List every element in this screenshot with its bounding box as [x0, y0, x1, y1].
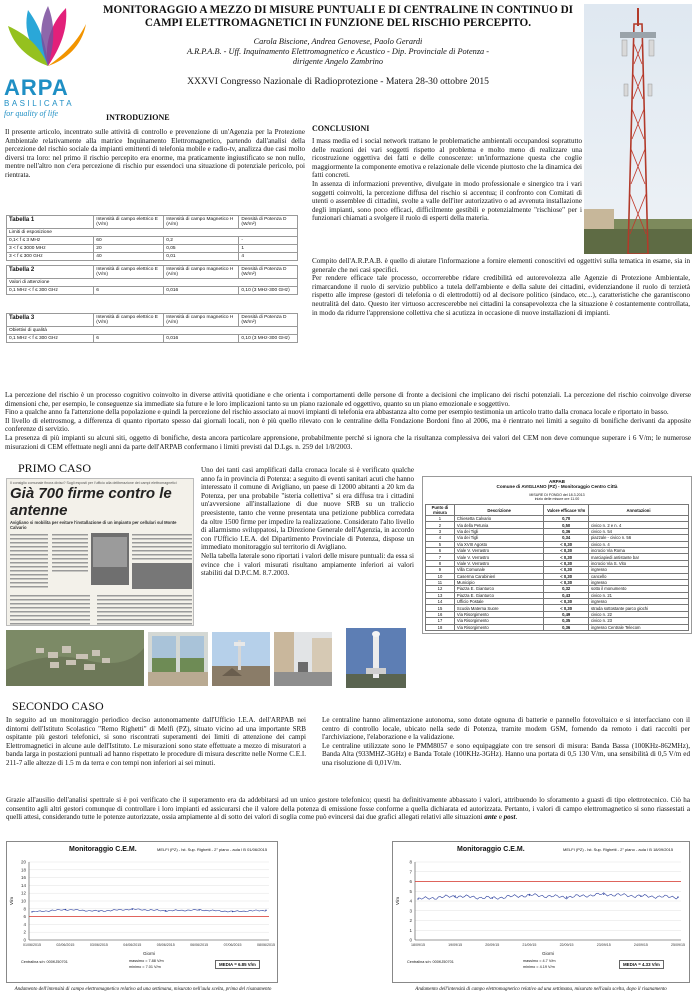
- y-tick-label: 18: [20, 867, 26, 873]
- station-sensor-photo: [346, 628, 406, 688]
- chart-ante-footer-media: MEDIA = 6.85 V/m: [215, 960, 260, 969]
- affiliation-line1: A.R.P.A.B. - Uff. Inquinamento Elettromagnetico e Acustico - Dip. Provinciale di Potenza -: [186, 47, 490, 56]
- table-row: 3 < f ≤ 300 GHz 40 0,01 4: [7, 253, 298, 261]
- town-aerial-photo: [6, 630, 144, 686]
- y-tick-label: 1: [409, 927, 412, 933]
- chart-post: [392, 841, 690, 983]
- logo-tagline: for quality of life: [4, 109, 58, 118]
- table-row: 14 Ufficio Postale < 0,30 ingresso: [426, 599, 689, 605]
- table-row: 9 Villa Comunale < 0,30 ingresso: [426, 567, 689, 573]
- data-point: [65, 909, 66, 910]
- table-row: 5 Via XVIII Agosto < 0,30 civico n. 4: [426, 541, 689, 547]
- table-row: 15 Scuola Materna Suore < 0,30 strada sottostante parco giochi: [426, 605, 689, 611]
- primo-caso-text: Uno dei tanti casi amplificati dalla cronaca locale si è verificato qualche anno fa in provincia di Potenza: a seguito di eventi sanitari acuti che hanno interessato il comune di Avigliano, un paese di 12000 abitanti a 20 km da Potenza, per una probabile "isteria collettiva" si era diffusa tra i cittadini un'avversione all'installazione di due nuove SRB su un traliccio preesistente, tanto che venne presentata una petizione pubblica corredata da oltre 1500 firme per impedire la realizzazione. Considerato l'alto livello di allarmismo sviluppatosi, la Direzione Generale dell'Agenzia, in accordo con l'Ufficio I.E.A. del Dipartimento Provinciale di Potenza, dispose un immediato monitoraggio sul territorio di Avigliano.: [201, 466, 414, 552]
- data-point: [98, 910, 99, 911]
- table2-title: Tabella 2: [7, 266, 94, 279]
- newspaper-clipping: [6, 478, 194, 626]
- data-point: [265, 910, 266, 911]
- table-row: 3 Via dei Tigli 0,36 civico n. 54: [426, 528, 689, 534]
- chart-ante-footer-max: massimo = 7.88 V/m: [129, 959, 164, 963]
- y-tick-label: 14: [20, 882, 26, 888]
- conclusions-p3: Compito dell'A.R.P.A.B. è quello di aiutare l'informazione a fornire elementi conoscitivi ed oggettivi sulla tematica in esame, sia in generale che nei casi specifici.: [312, 257, 690, 274]
- table-row: 8 Viale V. Verrastro < 0,30 incrocio Via S. Vito: [426, 560, 689, 566]
- intro-text: Il presente articolo, incentrato sulle attività di controllo e prevenzione di un'Agenzia per la Protezione Ambientale relativamente alla matrice Inquinamento Elettromagnetico, partendo dall'analisi della percezione del rischio sociale da impianti emittenti di telefonia mobile e radio-tv, analizza due casi molto diversi tra loro: nel primo il rischio percepito era enorme, ma praticamente ingiustificato se non nullo, mentre nell'altro non c'era percezione di rischio pur essendoci una situazione di potenziale pericolo, poi rientrata.: [5, 128, 305, 179]
- y-tick-label: 16: [20, 875, 26, 881]
- table-row: 4 Via dei Tigli 0,34 piazzale - civico n. 56: [426, 535, 689, 541]
- data-point: [492, 897, 493, 898]
- chart-post-footer-left: Centralina s/n: 000KJ50701: [407, 960, 454, 964]
- newspaper-kicker: Il consiglio comunale finora diviso? Sugli esposti per l'ufficio alla deliberazione dei campi elettromagnetici: [10, 481, 177, 485]
- x-tick-label: 19/09/15: [448, 943, 463, 947]
- x-tick-label: 22/09/15: [559, 943, 574, 947]
- x-tick-label: 06/06/2015: [190, 943, 209, 947]
- data-point: [677, 896, 678, 897]
- data-point: [198, 909, 199, 910]
- data-point: [640, 895, 641, 896]
- risk-perception-p1: La percezione del rischio è un processo cognitivo coinvolto in diverse attività quotidiane e che orienta i comportamenti delle persone di fronte a decisioni che implicano dei rischi potenziali. La percezione del rischio coinvolge diverse dimensioni che, per esempio, le conseguenze sia immediate sia future e le loro implicazioni tanto su un piano razionale ed oggettivo, quanto su un piano emozionale e soggettivo.: [5, 391, 691, 408]
- y-tick-label: 2: [409, 918, 412, 923]
- data-point: [566, 896, 567, 897]
- primo-caso-heading: PRIMO CASO: [18, 461, 92, 475]
- x-tick-label: 21/09/15: [522, 943, 537, 947]
- chart-ante-footer-min: minimo = 7.01 V/m: [129, 965, 161, 969]
- table-row: 7 Viale V. Verrastro < 0,30 marciapiedi antistante bar: [426, 554, 689, 560]
- x-tick-label: 01/06/2015: [23, 943, 41, 947]
- antenna-rooftop-photo: [212, 632, 270, 686]
- poster-title-line1: MONITORAGGIO A MEZZO DI MISURE PUNTUALI E DI CENTRALINE IN CONTINUO DI: [102, 4, 574, 16]
- poster-title-line2: CAMPI ELETTROMAGNETICI IN FUNZIONE DEL RISCHIO PERCEPITO.: [144, 16, 532, 29]
- limits-table-2: Tabella 2 Intensità di campo elettrico E (V/m) Intensità di campo magnetico H (A/m) Densità di Potenza D (W/m²) Valori di attenzione 0,1 MHz < f ≤ 300 GHz 6 0,016 0,10 (3 MHz-300 GHz): [6, 265, 298, 295]
- conclusions-heading: CONCLUSIONI: [312, 124, 370, 133]
- x-tick-label: 07/06/2015: [223, 943, 242, 947]
- risk-perception-p3: Il livello di elettrosmog, a differenza di quanto riportato spesso dai giornali locali, non è più quello rilevato con le centraline della Fondazione Bordoni fino al 2006, ma è rientrato nei limiti a seguito di bonifiche derivanti da apposite conferenze di servizio.: [5, 416, 691, 434]
- risk-perception-p2: Fino a qualche anno fa l'attenzione della popolazione e quindi la percezione del rischio associato ai nuovi impianti di telefonia era abbastanza alto come per esempio testimonia un articolo tratto dalla cronaca locale e riportato in basso.: [5, 408, 669, 417]
- chart-ante: [6, 841, 278, 983]
- data-point: [232, 911, 233, 912]
- data-point: [529, 894, 530, 895]
- data-point: [417, 898, 418, 899]
- y-tick-label: 4: [23, 921, 26, 927]
- y-tick-label: 10: [20, 898, 26, 904]
- y-tick-label: 2: [23, 929, 26, 935]
- x-tick-label: 20/09/15: [485, 943, 500, 947]
- y-tick-label: 8: [409, 859, 412, 865]
- table-row: 10 Caserma Carabinieri < 0,30 cancello: [426, 573, 689, 579]
- secondo-caso-heading: SECONDO CASO: [12, 699, 104, 713]
- data-point: [454, 895, 455, 896]
- table1-title: Tabella 1: [7, 216, 94, 229]
- y-tick-label: 7: [409, 869, 412, 875]
- arpa-logo: [4, 4, 92, 122]
- chart-ante-footer-left: Centralina s/n: 000KJ50701: [21, 960, 68, 964]
- table-row: 0,1 MHz < f ≤ 300 GHz 6 0,016 0,10 (3 MHz-300 GHz): [7, 335, 298, 343]
- logo-region: BASILICATA: [4, 99, 75, 108]
- series-line: [32, 909, 266, 912]
- measure-place: Comune di AVIGLIANO (PZ) - Monitoraggio Centro Città: [496, 484, 618, 489]
- table-row: 0,1 MHz < f ≤ 300 GHz 6 0,016 0,10 (3 MHz-300 GHz): [7, 287, 298, 295]
- table-row: 17 Via Risorgimento 0,35 civico n. 23: [426, 618, 689, 624]
- x-tick-label: 18/09/15: [411, 943, 425, 947]
- chart-post-caption: Andamento dell'intensità di campo elettromagnetico relativo ad una settimana, misurato nell'aula scelta, dopo il risanamento: [415, 987, 667, 992]
- table-row: 11 Municipio < 0,30 ingresso: [426, 579, 689, 585]
- secondo-caso-right2: Le centraline utilizzate sono le PMM8057 e sono equipaggiate con tre sensori di misura: Banda Bassa (100KHz-862MHz), Banda Alta (933MHZ-3GHz) e Banda Totale (100KHz-3GHz). Hanno una portata di 0,5 130 V/m, una sensibilità di 0,5 V/m ed una risoluzione di 0,01V/m.: [322, 741, 690, 767]
- conclusions-p4: Per rendere efficace tale processo, occorrerebbe ridare credibilità ed autorevolezza alle Agenzie di Protezione Ambientale, rimarcandone il ruolo di servizio pubblico a tutela dell'ambiente e della salute dei cittadini, evidenziandone il ruolo di terzietà rispetto alle imprese (gestori di telefonia o di elettrodotti) od al decisore politico (sindaco, etc...), caratteristiche che garantiscono neutralità del dato. Questo iter virtuoso accrescerebbe nei cittadini la consapevolezza che la situazione è costantemente controllata, in modo da ridurre l'apprensione collettiva che si acutizza in occasione di nuove installazioni di impianti.: [312, 274, 690, 317]
- limits-table-3: Tabella 3 Intensità di campo elettrico E (V/m) Intensità di campo magnetico H (A/m) Densità di Potenza D (W/m²) Obiettivi di qualità 0,1 MHz < f ≤ 300 GHz 6 0,016 0,10 (3 MHz-300 GHz): [6, 313, 298, 343]
- x-tick-label: 03/06/2015: [89, 943, 108, 947]
- window-view-photo: [148, 632, 208, 686]
- table3-title: Tabella 3: [7, 314, 94, 327]
- table-row: 18 Via Risorgimento 0,36 ingresso Centrale Telecom: [426, 624, 689, 630]
- table-row: 13 Piazza E. Gianturco 0,43 civico n. 21: [426, 592, 689, 598]
- y-tick-label: 0: [23, 937, 26, 943]
- y-tick-label: 12: [20, 890, 26, 896]
- y-tick-label: 0: [409, 937, 412, 943]
- chart-post-plot: [393, 856, 689, 958]
- x-axis-label: Giorni: [541, 951, 555, 956]
- x-tick-label: 24/09/15: [633, 943, 648, 947]
- conference: XXXVI Congresso Nazionale di Radioprotezione - Matera 28-30 ottobre 2015: [187, 76, 489, 87]
- newspaper-headline: Già 700 firme contro le antenne: [10, 485, 172, 519]
- risk-perception-p4: La presenza di più impianti su alcuni siti, oggetto di bonifiche, desta ancora particolare apprensione, probabilmente perché si ignora che la risultanza complessiva dei valori del CEM non deve comunque superare i 6 V/m; le numerose misurazioni di CEM effettuate negli anni da parte dell'ARPAB confermano i limiti previsti dal D.Lgs. n. 259 del 1/8/2003.: [5, 433, 691, 451]
- data-point: [165, 910, 166, 911]
- affiliation-line2: dirigente Angelo Zambrino: [292, 57, 384, 66]
- table-row: 2 Via della Petunia 0,50 civico n. 2 e n. 4: [426, 522, 689, 528]
- intro-heading: INTRODUZIONE: [106, 113, 170, 122]
- chart-ante-title: Monitoraggio C.E.M.: [69, 846, 137, 853]
- y-tick-label: 6: [23, 914, 26, 920]
- x-tick-label: 02/06/2015: [56, 943, 75, 947]
- chart-post-footer-max: massimo = 4.7 V/m: [523, 959, 556, 963]
- chart-post-footer-min: minimo = 4.19 V/m: [523, 965, 555, 969]
- logo-name: ARPA: [4, 75, 69, 100]
- newspaper-subhead: Avigliano si mobilita per evitare l'installazione di un impianto per cellulari sul Monte Calvario: [10, 520, 177, 530]
- y-tick-label: 6: [409, 879, 412, 884]
- x-tick-label: 04/06/2015: [123, 943, 142, 947]
- secondo-caso-bottom: Grazie all'ausilio dell'analisi spettrale si è poi verificato che il superamento era da addebitarsi ad un unico gestore telefonico; questi ha definitivamente abbassato i valori, attribuendo lo sforamento a guasti di tipo elettrotecnico. Ciò ha consentito agli altri gestori comunque di controllare i loro impianti ed assicurarsi che il valore della potenza di emissione fosse conforme a quella dichiarata ed autorizzata. Pertanto, i valori di campo elettromagnetico si sono riassestati a quelli attesi, considerando tutte le potenze autorizzate, ossia ampiamente al di sotto dei valori di soglia come può evincersi dai due grafici allegati relativi alle situazioni ante e post.: [6, 796, 690, 822]
- tower-photo: [584, 4, 692, 254]
- y-tick-label: 5: [409, 888, 412, 894]
- table-row: 0,1< f ≤ 3 MHz 60 0,2 -: [7, 237, 298, 245]
- y-tick-label: 4: [409, 898, 412, 904]
- measurement-table: ARPAB Comune di AVIGLIANO (PZ) - Monitoraggio Centro Città MISURE DI FONDO del 18.3.2013 inizio delle misure ore 11.00 Punto di misura Descrizione Valore efficace V/m Annotazioni 1 Chiesetta Calvario 0,70 2 Via della Petunia 0,50 civico n. 2 e n. 4 3 Via dei Tigli 0,36 civico n. 54 4 Via dei Tigli 0,34 piazzale - civico n. 56 5 Via XVIII Agosto < 0,30 civico n. 4 6 Viale V. Verrastro < 0,30 incrocio Via Roma 7 Viale V. Verrastro < 0,30 marciapiedi antistante bar 8 Viale V. Verrastro < 0,30 incrocio Via S. Vito 9 Villa Comunale < 0,30 ingresso 10 Caserma Carabinieri < 0,30 cancello 11 Municipio < 0,30 ingresso 12 Piazza E. Gianturco 0,32 sotto il monumento 13 Piazza E. Gianturco 0,43 civico n. 21 14 Ufficio Postale < 0,30 ingresso 15 Scuola Materna Suore < 0,30 strada sottostante parco giochi 16 Via Risorgimento 0,49 civico n. 22 17 Via Risorgimento 0,35 civico n. 23 18 Via Risorgimento 0,36 ingresso Centrale Telecom: [422, 476, 692, 634]
- x-tick-label: 23/09/15: [596, 943, 611, 947]
- chart-ante-caption: Andamento dell'intensità di campo elettromagnetico relativo ad una settimana, misurato nell'aula scelta, prima del risanamento: [14, 987, 272, 992]
- conclusions-p2: In assenza di informazioni preventive, divulgate in modo professionale e sinergico tra i vari soggetti coinvolti, la percezione diffusa del rischio si accentua; il confronto con Comitati di utenti o assemblee di cittadini, svolte a valle dell'iter autorizzativo o ad avvenuta installazione degli impianti, sono poco efficaci, difficilmente gestibili e potenzialmente "rischiose" per i funzionari chiamati a svolgere il ruolo di esperti della materia.: [312, 179, 582, 223]
- primo-caso-text2: Nella tabella laterale sono riportati i valori delle misure puntuali: da essa si evince che i valori misurati risultano ampiamente inferiori ai valori stabiliti dal D.P.C.M. 8.7.2003.: [201, 551, 414, 578]
- y-axis-label: V/m: [395, 896, 400, 906]
- x-tick-label: 25/09/15: [671, 943, 685, 947]
- x-tick-label: 05/06/2015: [156, 943, 175, 947]
- measure-meta2: inizio delle misure ore 11.00: [534, 497, 580, 501]
- x-tick-label: 08/06/2015: [257, 943, 275, 947]
- x-axis-label: Giorni: [142, 951, 156, 956]
- street-photo: [274, 632, 332, 686]
- table-row: 12 Piazza E. Gianturco 0,32 sotto il monumento: [426, 586, 689, 592]
- data-point: [31, 911, 32, 912]
- y-tick-label: 8: [23, 906, 26, 912]
- limits-table-1: Tabella 1 Intensità di campo elettrico E (V/m) Intensità di campo Magnetico H (A/m) Densità di Potenza D (W/m²) Limiti di esposizione 0,1< f ≤ 3 MHz 60 0,2 - 3 < f ≤ 3000 MHz 20 0,05 1 3 < f ≤ 300 GHz 40 0,01 4: [6, 215, 298, 261]
- chart-ante-header: MELFI (PZ) - Ist. Sup. Righetti - 2° piano - aula I B 01/06/2015: [157, 847, 268, 852]
- y-axis-label: V/m: [9, 896, 14, 906]
- logo-petals-icon: [4, 4, 92, 74]
- table-row: 16 Via Risorgimento 0,49 civico n. 22: [426, 611, 689, 617]
- y-tick-label: 20: [20, 859, 26, 865]
- chart-post-footer-media: MEDIA = 4.33 V/m: [619, 960, 664, 969]
- series-line: [418, 893, 678, 900]
- data-point: [603, 893, 604, 894]
- secondo-caso-left: In seguito ad un monitoraggio periodico deciso autonomamente dall'Ufficio I.E.A. dell'ARPAB nei dintorni dell'Istituto Scolastico "Remo Righetti" di Melfi (PZ), situato vicino ad una importante SRB ospitante più gestori telefonici, si sono riscontrati superamenti dei limiti di attenzione dei campi Elettromagnetici in alcune aule dell'Istituto. Le misurazioni sono state effettuate a mezzo di misuratori a banda larga in postazioni puntuali ad hanno rispettato le procedure di misura descritte nelle Norme C.E.I. 211-7 alle altezze di 1.5 m da terra e con tempi non inferiori ai sei minuti.: [6, 716, 306, 767]
- authors: Carola Biscione, Andrea Genovese, Paolo Gerardi: [253, 37, 423, 46]
- table-row: 6 Viale V. Verrastro < 0,30 incrocio Via Roma: [426, 547, 689, 553]
- measure-org: ARPAB: [549, 479, 565, 484]
- data-point: [132, 908, 133, 909]
- y-tick-label: 3: [409, 908, 412, 914]
- conclusions-p1: I mass media ed i social network trattano le problematiche ambientali occupandosi soprattutto delle reazioni dei vari soggetti rispetto al problema e molto meno di realizzare una ricostruzione oggettiva dei fatti e delle conoscenze: un'informazione questa che coglie maggiormente la componente emotiva e relazionale delle vicende piuttosto che la dinamica dei fatti concreti.: [312, 137, 582, 180]
- table-row: 1 Chiesetta Calvario 0,70: [426, 516, 689, 522]
- chart-post-title: Monitoraggio C.E.M.: [457, 846, 525, 853]
- chart-post-header: MELFI (PZ) - Ist. Sup. Righetti - 2° piano - aula I B 18/09/2015: [563, 847, 674, 852]
- table-row: 3 < f ≤ 3000 MHz 20 0,05 1: [7, 245, 298, 253]
- chart-ante-plot: [7, 856, 277, 958]
- measure-meta1: MISURE DI FONDO del 18.3.2013: [529, 493, 585, 497]
- secondo-caso-right: Le centraline hanno alimentazione autonoma, sono dotate ognuna di batterie e pannello fotovoltaico e si interfacciano con il centro di controllo locale, ubicato nella sede di Potenza, tramite modem GSM, fornendo da remoto i dati raccolti per l'archiviazione, l'elaborazione e la validazione.: [322, 716, 690, 742]
